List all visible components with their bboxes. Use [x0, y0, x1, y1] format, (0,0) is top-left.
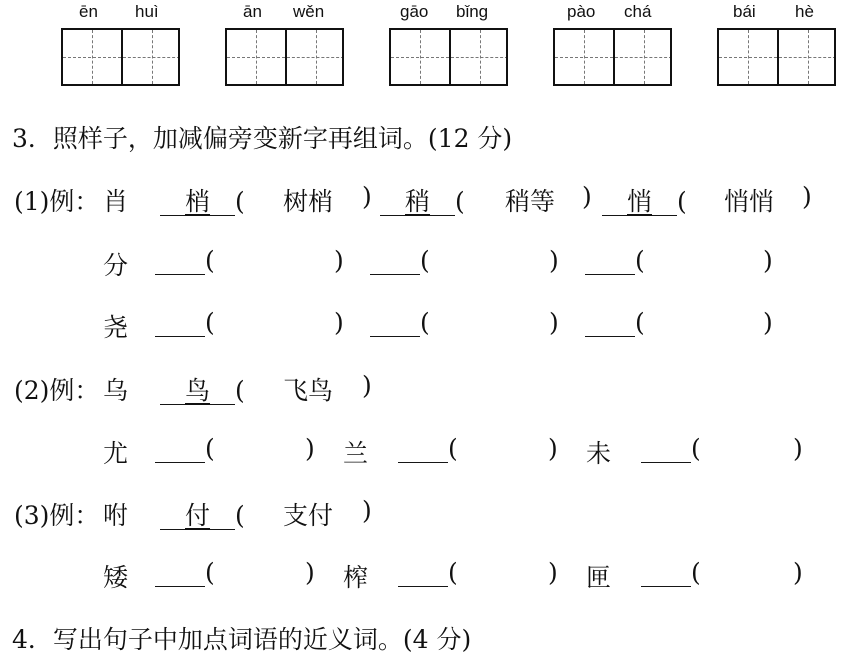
writing-grid-2[interactable]	[225, 28, 344, 86]
writing-grid-4[interactable]	[553, 28, 672, 86]
part1-example-item-3: __悄__(	[602, 187, 695, 216]
part3-example-item: __付__(	[160, 501, 253, 530]
pinyin-1-left: ēn	[79, 2, 98, 21]
part1-row-1-char: 分	[103, 251, 129, 280]
writing-grid-1[interactable]	[61, 28, 180, 86]
part1-example-close-1: )	[354, 182, 372, 211]
answer-blank[interactable]: ____(	[398, 558, 458, 587]
answer-blank[interactable]: ____(	[155, 558, 215, 587]
answer-paren-close: )	[549, 246, 559, 275]
answer-blank[interactable]: ____(	[370, 308, 430, 337]
part1-example-close-2: )	[574, 182, 592, 211]
part3-row-char-2: 榨	[343, 563, 369, 592]
part3-example-word: 支付	[283, 501, 334, 530]
answer-text: 梢	[185, 187, 211, 216]
answer-paren-close: )	[763, 246, 773, 275]
answer-paren-close: )	[548, 558, 558, 587]
part2-label: (2)例：	[14, 376, 100, 405]
part3-example-close: )	[354, 496, 372, 525]
pinyin-5-right: hè	[795, 2, 814, 21]
answer-paren-close: )	[305, 434, 315, 463]
answer-paren-close: )	[763, 308, 773, 337]
part1-example-close-3: )	[794, 182, 812, 211]
part3-example-char: 咐	[103, 501, 129, 530]
part1-example-word-2: 稍等	[505, 187, 556, 216]
pinyin-4-right: chá	[624, 2, 652, 21]
part2-row-char-1: 尤	[103, 439, 129, 468]
pinyin-2-right: wěn	[293, 2, 325, 21]
answer-text: 鸟	[185, 376, 211, 405]
pinyin-5-left: bái	[733, 2, 756, 21]
part1-label: (1)例：	[14, 187, 100, 216]
pinyin-2-left: ān	[243, 2, 262, 21]
answer-paren-close: )	[305, 558, 315, 587]
part2-row-char-2: 兰	[343, 439, 369, 468]
part1-example-word-1: 树梢	[283, 187, 334, 216]
part2-example-close: )	[354, 371, 372, 400]
answer-blank[interactable]: ____(	[155, 246, 215, 275]
part1-row-2-char: 尧	[103, 313, 129, 342]
part1-example-item-1: __梢__(	[160, 187, 253, 216]
part3-row-char-1: 矮	[103, 563, 129, 592]
answer-paren-close: )	[793, 434, 803, 463]
answer-paren-close: )	[334, 308, 344, 337]
pinyin-3-left: gāo	[400, 2, 429, 21]
answer-blank[interactable]: ____(	[370, 246, 430, 275]
part2-row-char-3: 未	[586, 439, 612, 468]
answer-blank[interactable]: ____(	[585, 246, 645, 275]
answer-text: 悄	[627, 187, 653, 216]
question-4-title: 4．写出句子中加点词语的近义词。(4 分)	[12, 625, 472, 654]
answer-paren-close: )	[549, 308, 559, 337]
part3-row-char-3: 匣	[586, 563, 612, 592]
question-3-title: 3．照样子，加减偏旁变新字再组词。(12 分)	[12, 124, 513, 153]
answer-blank[interactable]: ____(	[641, 434, 701, 463]
answer-blank[interactable]: ____(	[155, 308, 215, 337]
pinyin-4-left: pào	[567, 2, 596, 21]
pinyin-3-right: bǐng	[456, 2, 489, 21]
answer-paren-close: )	[793, 558, 803, 587]
writing-grid-3[interactable]	[389, 28, 508, 86]
part2-example-item: __鸟__(	[160, 376, 253, 405]
answer-blank[interactable]: ____(	[155, 434, 215, 463]
answer-text: 付	[185, 501, 211, 530]
writing-grid-5[interactable]	[717, 28, 836, 86]
answer-paren-close: )	[548, 434, 558, 463]
part3-label: (3)例：	[14, 501, 100, 530]
part1-example-word-3: 悄悄	[724, 187, 775, 216]
part2-example-char: 乌	[103, 376, 129, 405]
answer-blank[interactable]: ____(	[585, 308, 645, 337]
part1-example-item-2: __稍__(	[380, 187, 473, 216]
part1-example-char: 肖	[103, 187, 129, 216]
answer-text: 稍	[405, 187, 431, 216]
answer-paren-close: )	[334, 246, 344, 275]
pinyin-1-right: huì	[135, 2, 159, 21]
answer-blank[interactable]: ____(	[398, 434, 458, 463]
answer-blank[interactable]: ____(	[641, 558, 701, 587]
part2-example-word: 飞鸟	[283, 376, 334, 405]
